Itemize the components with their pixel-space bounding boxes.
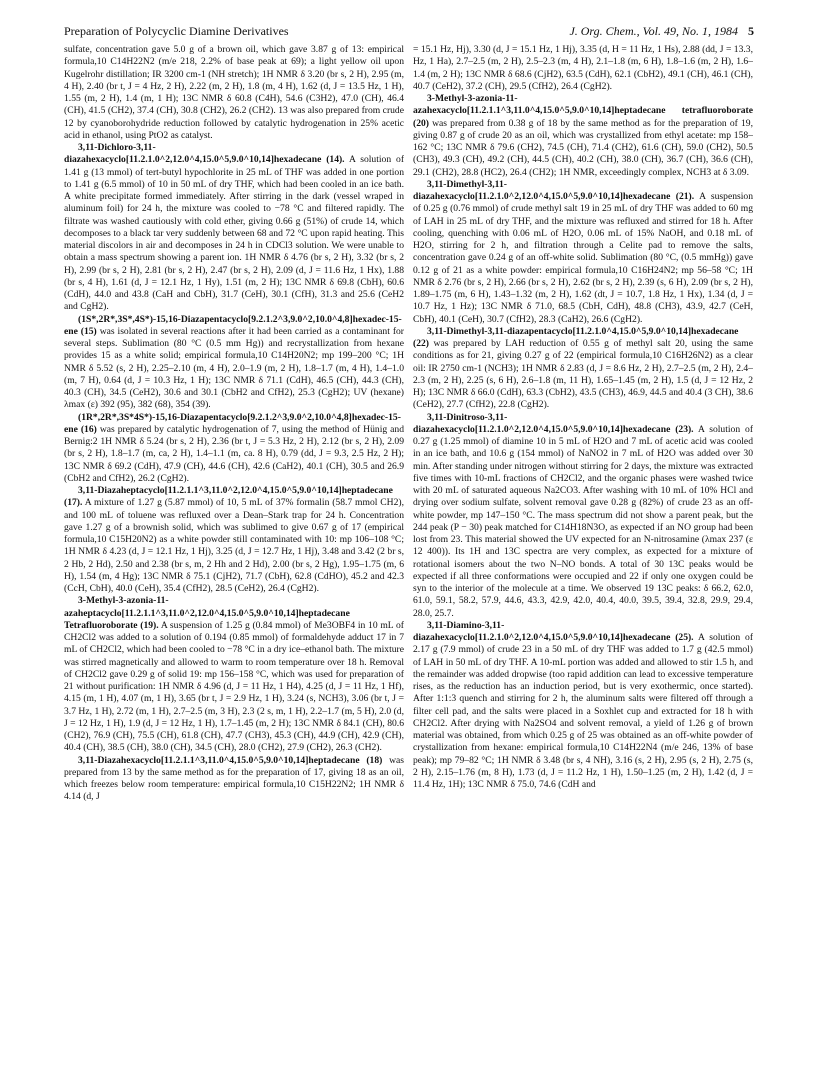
paragraph-text: sulfate, concentration gave 5.0 g of a brown oil, which gave 3.87 g of 13: empirical formula,10 C14H22N2 (m/e 218, 2.2% of base peak at 69); a light yellow oil upon Kugelrohr distillation; IR 3200 cm-1 (NH stretch); 1H NMR δ 3.20 (br s, 2 H), 2.95 (m, 4 H), 2.40 (br t, J = 4 Hz, 2 H), 2.22 (m, 2 H), 1.8 (m, 4 H), 1.62 (d, J = 13.5 Hz, 1 H), 1.55 (m, 2 H), 1.4 (m, 1 H); 13C NMR δ 60.8 (C4H), 54.6 (C3H2), 47.0 (CH), 46.4 (CH), 41.5 (CH2), 37.4 (CH), 30.8 (CH2), 26.2 (CH2). 13 was also prepared from crude 12 by cyanoborohydride reduction followed by catalytic hydrogenation in 25% acetic acid in ethanol, using PtO2 as catalyst. [64, 44, 404, 141]
paragraph-text: A solution of 0.27 g (1.25 mmol) of diamine 10 in 5 mL of H2O and 7 mL of acetic acid was cooled in an ice bath, and 10.6 g (154 mmol) of NaNO2 in 7 mL of H2O was added over 30 min. After standing under nitrogen without stirring for 2 days, the mixture was extracted five times with 10-mL fractions of CH2Cl2, and the organic phases were washed twice with 20 mL of saturated aqueous Na2CO3. After washing with 10 mL of 10% HCl and drying over sodium sulfate, solvent removal gave 0.28 g (82%) of crude 23 as an off-white powder, mp 147–150 °C. The mass spectrum did not show a parent peak, but the 244 peak (P − 30) peak matched for C14H18N3O, as expected if an NO group had been lost from 23. This material showed the UV expected for an N-nitrosamine (λmax 237 (ε 12 400)). Its 1H and 13C spectra are very complex, as expected for a mixture of rotational isomers about the two N–NO bonds. A total of 30 13C peaks would be expected if all three conformations were occupied and 22 if only one oxygen could be syn to the interior of the molecule at a time. We observed 19 13C peaks: δ 66.2, 62.0, 61.0, 59.1, 58.2, 57.9, 44.6, 43.3, 42.9, 42.0, 40.4, 40.0, 39.5, 39.4, 32.8, 29.9, 29.4, 28.0, 25.7. [413, 423, 753, 619]
paragraph-text: A suspension of 0.25 g (0.76 mmol) of crude methyl salt 19 in 25 mL of dry THF was added to 60 mg of LAH in 25 mL of dry THF, and the mixture was refluxed and stirred for 18 h. After cooling, quenching with 0.06 mL of H2O, 0.06 mL of 15% NaOH, and 0.18 mL of H2O, stirring for 2 h, and filtration through a Celite pad to remove the salts, concentration gave 0.24 g of an off-white solid. Sublimation (80 °C, (0.5 mmHg)) gave 0.12 g of 21 as a white powder: empirical formula,10 C16H24N2; mp 56–58 °C; 1H NMR δ 2.76 (br s, 2 H), 2.66 (br s, 2 H), 2.62 (br s, 2 H), 2.39 (s, 6 H), 2.09 (br s, 2 H), 1.89–1.75 (m, 6 H), 1.43–1.32 (m, 2 H), 1.62 (dt, J = 10.7, 1.8 Hz, 1 Hx), 1.34 (d, J = 10.7 Hz, 1 Hz); 13C NMR δ 71.0, 68.5 (CbH, CdH), 48.8 (CH3), 43.9, 42.7 (CeH, CbH), 40.1 (CeH), 30.7 (CfH2), 28.3 (CaH2), 26.6 (CgH2). [413, 191, 753, 325]
paragraph-text: A suspension of 1.25 g (0.84 mmol) of Me3OBF4 in 10 mL of CH2Cl2 was added to a solution of 0.194 (0.85 mmol) of formaldehyde adduct 17 in 7 mL of CH2Cl2, which had been cooled to −78 °C in a dry ice–ethanol bath. The mixture was stirred magnetically and allowed to warm to room temperature over 18 h. Removal of CH2Cl2 gave 0.29 g of solid 19: mp 156–158 °C, which was used for preparation of 21 without purification: 1H NMR δ 4.96 (d, J = 11 Hz, 1 H4), 4.25 (d, J = 11 Hz, 1 Hf), 4.15 (m, 1 H), 4.07 (m, 1 H), 3.65 (br t, J = 2.9 Hz, 1 H), 3.24 (s, NCH3), 3.06 (br t, J = 3.7 Hz, 1 H), 2.72 (m, 1 H), 2.7–2.5 (m, 3 H), 2.3 (2 s, m, 1 H), 2.2–1.7 (m, 5 H), 2.0 (d, J = 12 Hz, 1 H), 1.9 (d, J = 12 Hz, 1 H), 1.7–1.45 (m, 2 H); 13C NMR δ 84.1 (CH), 80.6 (CH2), 76.9 (CH), 75.5 (CH), 61.8 (CH), 47.7 (CH3), 45.3 (CH), 44.9 (CH), 42.9 (CH), 40.4 (CH), 38.5 (CH), 38.0 (CH), 34.5 (CH), 28.0 (CH2), 27.9 (CH2), 26.3 (CH2). [64, 619, 404, 754]
paragraph-text: A solution of 1.41 g (13 mmol) of tert-butyl hypochlorite in 25 mL of THF was added in one portion to 1.41 g (6.5 mmol) of 10 in 50 mL of dry THF, which had been cooled in an ice bath. A white precipitate formed immediately. After stirring in the dark (vessel wraped in aluminum foil) for 24 h, the mixture was cooled to −78 °C and filtered rapidly. The filtrate was washed cautiously with cold ether, giving 0.66 g (51%) of crude 14, which decomposes to a black tar very suddenly between 68 and 72 °C upon rapid heating. This material discolors in air and decomposes in 24 h in CDCl3 solution. We were unable to obtain a mass spectrum showing a parent ion. 1H NMR δ 4.76 (br s, 2 H), 3.32 (br s, 2 H), 2.99 (br s, 2 H), 2.81 (br s, 2 H), 2.47 (br s, 2 H), 2.09 (d, J = 11.6 Hz, 1 Hx), 1.88 (br s, 4 H), 1.61 (d, J = 12.1 Hz, 1 Hy), 1.51 (m, 2 H); 13C NMR δ 69.8 (CbH), 60.6 (CdH), 44.0 and 43.8 (CaH and CbH), 31.7 (CeH), 30.1 (CfH), 31.3 and 25.6 (CeH2 and CgH2). [64, 154, 404, 313]
compound-heading: 3,11-Diamino-3,11-diazahexacyclo[11.2.1.0^2,12.0^4,15.0^5,9.0^10,14]hexadecane (25). [413, 619, 694, 643]
paragraph-text: was prepared from 13 by the same method as for the preparation of 17, giving 18 as an oil, which freezes below room temperature: empirical formula,10 C15H22N2; 1H NMR δ 4.14 (d, J [64, 754, 404, 803]
compound-heading: (1S*,2R*,3S*,4S*)-15,16-Diazapentacyclo[9.2.1.2^3,9.0^2,10.0^4,8]hexadec-15-ene (15) [64, 313, 402, 337]
paragraph-text: = 15.1 Hz, Hj), 3.30 (d, J = 15.1 Hz, 1 Hj), 3.35 (d, H = 11 Hz, 1 Hs), 2.88 (dd, J = 13.3, Hz, 1 Ha), 2.7–2.5 (m, 2 H), 2.5–2.3 (m, 4 H), 2.1–1.8 (m, 6 H), 1.8–1.6 (m, 2 H), 1.6–1.4 (m, 2 H); 13C NMR δ 68.6 (CjH2), 63.5 (CdH), 62.1 (CbH2), 49.1 (CH), 46.1 (CH), 40.7 (CeH2), 37.2 (CH), 29.5 (CfH2), 26.4 (CgH2). [413, 44, 753, 92]
compound-heading: 3,11-Dichloro-3,11-diazahexacyclo[11.2.1.0^2,12.0^4,15.0^5,9.0^10,14]hexadecane (14). [64, 142, 345, 166]
paragraph-text: A mixture of 1.27 g (5.87 mmol) of 10, 5 mL of 37% formalin (58.7 mmol CH2), and 100 mL of toluene was refluxed over a Dean–Stark trap for 24 h. Concentration gave 1.27 g of a brownish solid, which was sublimed to give 0.67 g of 17 (empirical formula,10 C15H20N2) as a white powder still contaminated with 10: mp 106–108 °C; 1H NMR δ 4.23 (d, J = 12.1 Hz, 1 Hj), 3.25 (d, J = 12.7 Hz, 1 Hj), 3.48 and 3.42 (2 br s, 2 Hb, 2 Hd), 2.50 and 2.38 (br s, m, 2 Hh and 2 Hd), 2.00 (br s, 2 Hg), 1.95–1.75 (m, 6 H), 1.54 (m, 4 Hg); 13C NMR δ 75.1 (CjH2), 71.7 (CbH), 62.8 (CdHO), 45.2 and 42.3 (CcH, CbH), 40.0 (CeH), 35.4 (CfH2), 28.5 (CeH2), 26.4 (CgH2). [64, 497, 404, 594]
paragraph-text: was isolated in several reactions after it had been carried as a contaminant for several steps. Sublimation (80 °C (0.5 mm Hg)) and recrystallization from hexane provides 15 as a white solid; empirical formula,10 C14H20N2; mp 199–200 °C; 1H NMR δ 5.52 (s, 2 H), 2.25–2.10 (m, 4 H), 2.0–1.9 (m, 2 H), 1.8–1.7 (m, 4 H), 1.4–1.0 (m, 7 H), 0.64 (d, J = 10.3 Hz, 1 H); 13C NMR δ 71.1 (CdH), 46.5 (CH), 44.3 (CH), 40.3 (CH), 34.5 (CeH2), 30.6 and 30.1 (CbH2 and CfH2), 25.3 (CgH2); UV (hexane) λmax (ε) 392 (95), 382 (68), 354 (39). [64, 325, 404, 411]
paragraph [413, 326, 753, 412]
paragraph [64, 142, 404, 314]
paragraph [413, 179, 753, 326]
paragraph [413, 620, 753, 792]
paragraph [413, 412, 753, 620]
compound-heading: 3-Methyl-3-azonia-11-azaheptacyclo[11.2.1.1^3,11.0^2,12.0^4,15.0^5,9.0^10,14]heptadecane Tetrafluoroborate (19). [64, 595, 350, 631]
left-column [64, 44, 404, 1056]
page-number: 5 [748, 24, 754, 38]
paragraph-text: was prepared by catalytic hydrogenation of 7, using the method of Hünig and Bernig:2 1H NMR δ 5.24 (br s, 2 H), 2.36 (br t, J = 5.3 Hz, 2 H), 2.12 (br s, 2 H), 2.09 (br s, 2 H), 1.8–1.7 (m, ca, 2 H), 1.4–1.1 (m, ca. 8 H), 0.79 (dd, J = 9.3, 2.5 Hz, 2 H); 13C NMR δ 69.2 (CdH), 47.9 (CH), 44.6 (CH), 42.6 (CaH2), 40.1 (CH), 30.5 and 26.9 (CbH2 and CfH2), 26.2 (CgH2). [64, 423, 404, 484]
compound-heading: 3,11-Diazaheptacyclo[11.2.1.1^3,11.0^2,12.0^4,15.0^5,9.0^10,14]heptadecane (17). [64, 485, 393, 509]
paragraph [64, 755, 404, 804]
paragraph-text: was prepared from 0.38 g of 18 by the same method as for the preparation of 19, giving 0.87 g of crude 20 as an oil, which was crystallized from ethyl acetate: mp 158–162 °C; 13C NMR δ 79.6 (CH2), 74.5 (CH), 71.4 (CH2), 61.6 (CH), 59.0 (CH2), 50.5 (CH3), 49.3 (CH), 49.2 (CH), 44.5 (CH), 40.2 (CH), 38.0 (CH), 36.7 (CH), 36.6 (CH), 29.1 (CH2), 28.8 (HC2), 26.4 (CH2); 1H NMR, exceedingly complex, NCH3 at δ 3.09. [413, 117, 753, 178]
compound-heading: 3,11-Dimethyl-3,11-diazahexacyclo[11.2.1.0^2,12.0^4,15.0^5,9.0^10,14]hexadecane (21). [413, 178, 695, 202]
journal-name: J. Org. Chem., Vol. 49, No. 1, 1984 [569, 24, 738, 38]
paragraph [64, 44, 404, 142]
running-title: Preparation of Polycyclic Diamine Derivatives [64, 24, 289, 38]
compound-heading: 3-Methyl-3-azonia-11-azahexacyclo[11.2.1.1^3,11.0^4,15.0^5,9.0^10,14]heptadecane tetrafluoroborate (20) [413, 93, 753, 129]
paragraph-text: A solution of 2.17 g (7.9 mmol) of crude 23 in a 50 mL of dry THF was added to 1.7 g (42.5 mmol) of LAH in 50 mL of dry THF. A 10-mL portion was added and allowed to stir 1.5 h, and the remainder was added dropwise (too rapid addition can lead to excessive temperature rises, as the reduction has an induction period, but is very exothermic, once started). After 1:1:3 quench and stirring for 2 h, the aluminum salts were filtered off through a filter cell pad, and the salts were placed in a Soxhlet cup and extracted for 18 h with CH2Cl2. After drying with Na2SO4 and solvent removal, a yield of 1.26 g of brown material was obtained, from which 0.25 g of 25 was obtained as an off-white powder of crystallization from hexane: empirical formula,10 C14H22N4 (m/e 246, 13% of base peak); mp 79–82 °C; 1H NMR δ 3.48 (br s, 4 NH), 3.16 (s, 2 H), 2.95 (s, 2 H), 2.75 (s, 2 H), 2.15–1.76 (m, 8 H), 1.73 (d, J = 11.2 Hz, 1 H), 1.50–1.25 (m, 2 H), 1.42 (d, J = 11.4 Hz, 1H); 13C NMR δ 75.0, 74.6 (CdH and [413, 632, 753, 790]
journal-citation [569, 22, 754, 40]
paragraph [64, 595, 404, 754]
paragraph [413, 93, 753, 179]
running-header [64, 22, 754, 40]
paragraph [64, 485, 404, 595]
compound-heading: 3,11-Dinitroso-3,11-diazahexacyclo[11.2.1.0^2,12.0^4,15.0^5,9.0^10,14]hexadecane (23). [413, 411, 694, 435]
paragraph [413, 44, 753, 93]
right-column [413, 44, 753, 1056]
compound-heading: 3,11-Dimethyl-3,11-diazapentacyclo[11.2.1.0^4,15.0^5,9.0^10,14]hexadecane (22) [413, 325, 739, 349]
compound-heading: 3,11-Diazahexacyclo[11.2.1.1^3,11.0^4,15.0^5,9.0^10,14]heptadecane (18) [78, 754, 383, 766]
paragraph [64, 314, 404, 412]
paragraph [64, 412, 404, 486]
paragraph-text: was prepared by LAH reduction of 0.55 g of methyl salt 20, using the same conditions as for 21, giving 0.27 g of 22 (empirical formula,10 C16H26N2) as a clear oil: IR 2750 cm-1 (NCH3); 1H NMR δ 2.83 (d, J = 8.6 Hz, 2 H), 2.7–2.5 (m, 2 H), 2.4–2.3 (m, 2 H), 2.25 (s, 6 H), 2.6–1.8 (m, 11 H), 1.65–1.45 (m, 2 H), 1.5 (d, J = 12 Hz, 2 H); 13C NMR δ 66.0 (CdH), 63.3 (CbH2), 43.5 (CH3), 46.9, 44.5 and 40.4 (3 CH), 38.6 (CeH2), 27.7 (CfH2), 22.8 (CgH2). [413, 338, 753, 411]
compound-heading: (1R*,2R*,3S*4S*)-15,16-Diazapentacyclo[9.2.1.2^3,9.0^2,10.0^4,8]hexadec-15-ene (16) [64, 411, 401, 435]
